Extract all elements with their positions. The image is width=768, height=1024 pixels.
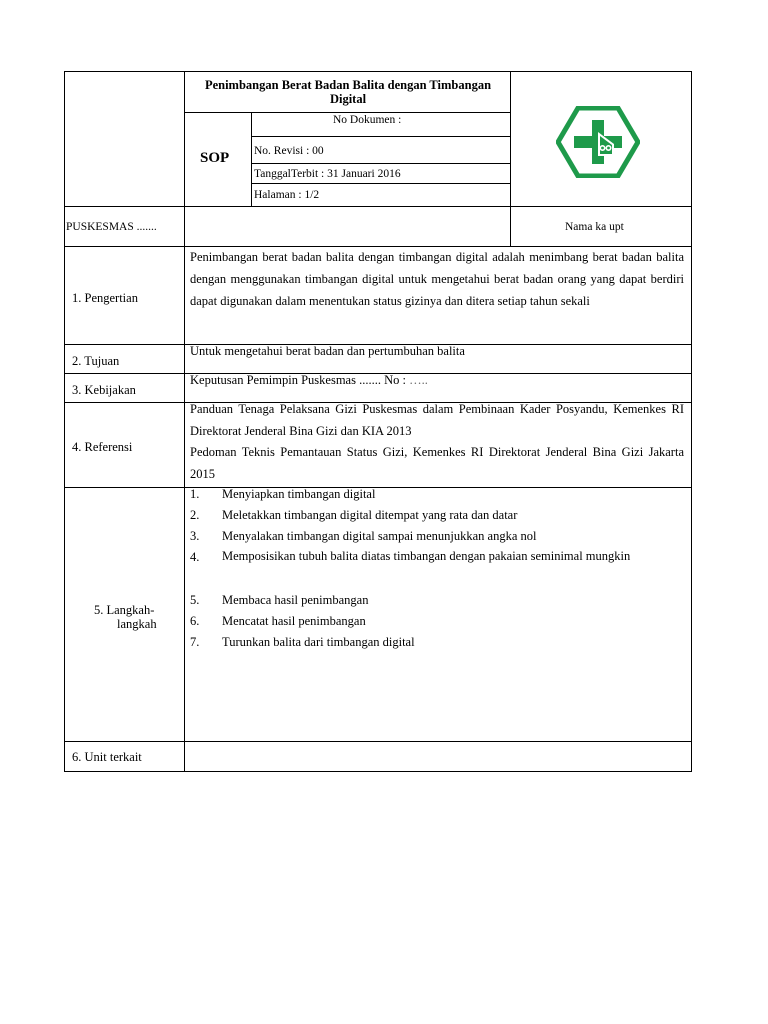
tujuan-label: 2. Tujuan: [72, 354, 120, 368]
step-number: 2.: [190, 508, 200, 522]
table-border-left: [64, 71, 65, 772]
pengertian-text: Penimbangan berat badan balita dengan timbangan digital adalah menimbang berat badan balita dengan menggunakan timbangan digital untuk mengetahui berat badan orang yang dapat berdiri dapat digunakan dalam menentukan status gizinya dan ditera setiap tahun sekali: [190, 250, 684, 308]
step-number: 1.: [190, 487, 200, 501]
table-border-right: [691, 71, 692, 772]
pengertian-label: 1. Pengertian: [72, 291, 138, 305]
tujuan-text: Untuk mengetahui berat badan dan pertumbuhan balita: [190, 344, 465, 358]
halaman: Halaman : 1/2: [254, 189, 320, 201]
table-line-label-column: [184, 71, 185, 772]
langkah-label-line2: langkah: [117, 617, 157, 631]
step-text: Turunkan balita dari timbangan digital: [222, 635, 415, 649]
referensi-label: 4. Referensi: [72, 440, 133, 454]
table-line-tanggal-bottom: [251, 183, 510, 184]
step-number: 3.: [190, 529, 200, 543]
kebijakan-label: 3. Kebijakan: [72, 383, 136, 397]
step-number: 7.: [190, 635, 200, 649]
sop-label: SOP: [200, 150, 230, 166]
step-text: Mencatat hasil penimbangan: [222, 614, 366, 628]
langkah-label-line1: 5. Langkah-: [94, 603, 155, 617]
document-title: Penimbangan Berat Badan Balita dengan Timbangan Digital: [204, 78, 492, 106]
referensi-text-2: Pedoman Teknis Pemantauan Status Gizi, Kemenkes RI Direktorat Jenderal Bina Gizi Jakarta 2015: [190, 445, 684, 481]
tanggal-terbit: TanggalTerbit : 31 Januari 2016: [254, 168, 401, 180]
step-text: Memposisikan tubuh balita diatas timbangan dengan pakaian seminimal mungkin: [222, 549, 631, 563]
puskesmas-label: PUSKESMAS .......: [66, 221, 157, 233]
puskesmas-logo-icon: [556, 106, 640, 178]
table-line-langkah-bottom: [64, 741, 692, 742]
step-text: Menyiapkan timbangan digital: [222, 487, 376, 501]
table-line-nodok-bottom: [251, 136, 510, 137]
table-line-sop-column: [251, 112, 252, 207]
step-number: 6.: [190, 614, 200, 628]
table-border-top: [64, 71, 692, 72]
step-text: Meletakkan timbangan digital ditempat yang rata dan datar: [222, 508, 518, 522]
table-line-revisi-bottom: [251, 163, 510, 164]
step-number: 4.: [190, 550, 200, 564]
nama-ka-upt: Nama ka upt: [565, 221, 624, 233]
kebijakan-dots: …..: [409, 373, 428, 387]
table-border-bottom: [64, 771, 692, 772]
kebijakan-text-line: [190, 372, 428, 388]
referensi-text-1: Panduan Tenaga Pelaksana Gizi Puskesmas dalam Pembinaan Kader Posyandu, Kemenkes RI Direktorat Jenderal Bina Gizi dan KIA 2013: [190, 402, 684, 438]
table-line-logo-column: [510, 71, 511, 247]
no-dokumen: No Dokumen :: [333, 114, 402, 126]
step-text: Menyalakan timbangan digital sampai menunjukkan angka nol: [222, 529, 537, 543]
kebijakan-text: Keputusan Pemimpin Puskesmas ....... No :: [190, 373, 410, 387]
unit-terkait-label: 6. Unit terkait: [72, 750, 142, 764]
table-line-header-bottom: [64, 206, 692, 207]
table-line-referensi-bottom: [64, 487, 692, 488]
no-revisi: No. Revisi : 00: [254, 145, 324, 157]
step-text: Membaca hasil penimbangan: [222, 593, 369, 607]
step-number: 5.: [190, 593, 200, 607]
